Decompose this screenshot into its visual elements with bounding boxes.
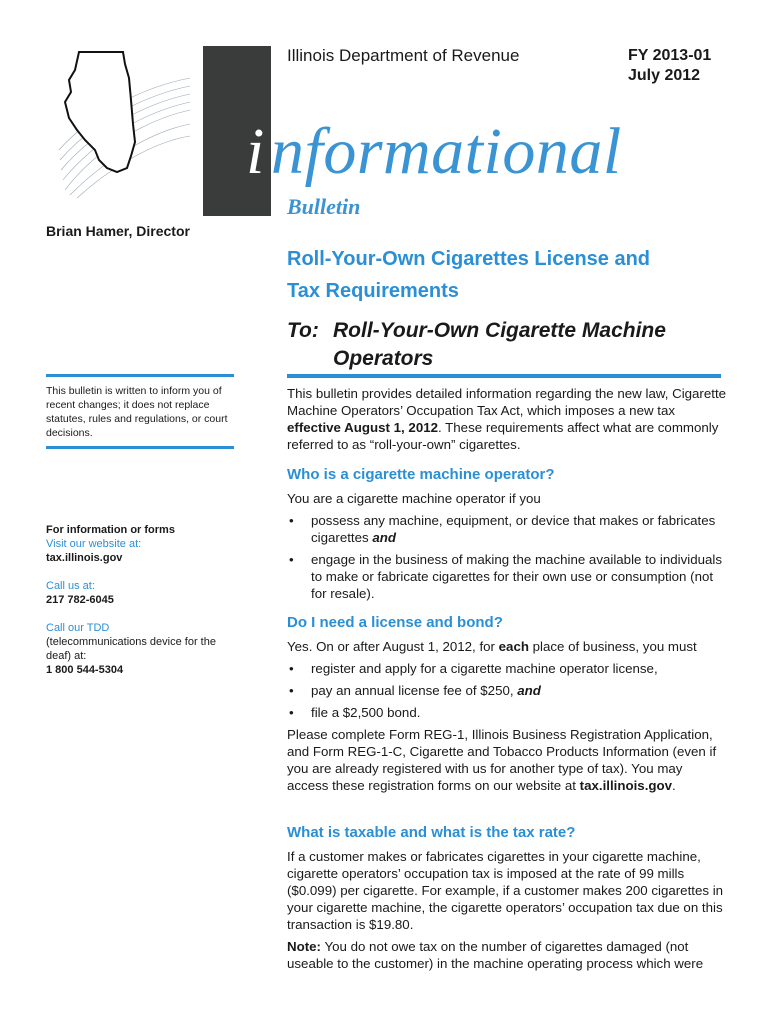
license-lead: Yes. On or after August 1, 2012, for each place of business, you must — [287, 639, 697, 654]
title-line-2: Tax Requirements — [287, 280, 459, 302]
info-heading: For information or forms — [46, 524, 175, 536]
list-item: • engage in the business of making the machine available to individuals to make or fabricate cigarettes for their own use or consumption (not for resale). — [287, 551, 727, 602]
title-line-1: Roll-Your-Own Cigarettes License and — [287, 248, 651, 270]
main-divider — [287, 374, 721, 378]
list-item: • register and apply for a cigarette machine operator license, — [287, 660, 727, 677]
operator-lead: You are a cigarette machine operator if you — [287, 491, 541, 506]
disclaimer-note: This bulletin is written to inform you of recent changes; it does not replace statutes, rules and regulations, or court decisions. — [46, 385, 228, 439]
phone-number: 217 782-6045 — [46, 594, 114, 606]
masthead-letter-i: i — [246, 115, 265, 188]
bulletin-number: FY 2013-01 — [628, 47, 712, 64]
masthead-bulletin: Bulletin — [287, 194, 361, 219]
tax-rate-paragraph: If a customer makes or fabricates cigarettes in your cigarette machine, cigarette operators’ occupation tax is imposed at the rate of 99 mills ($0.099) per cigarette. For example, if a customer makes 200 cigarettes in your cigarette machine, the cigarette operators’ occupation tax due on this transaction is $19.80. — [287, 849, 724, 932]
website-label: Visit our website at: — [46, 538, 142, 550]
section-heading-license: Do I need a license and bond? — [287, 614, 503, 631]
section-license-body — [287, 638, 727, 794]
list-item: • possess any machine, equipment, or device that makes or fabricates cigarettes and — [287, 512, 727, 546]
section-tax-rate-body — [287, 848, 727, 972]
director-name: Brian Hamer, Director — [46, 223, 190, 239]
bulletin-date: July 2012 — [628, 67, 701, 84]
department-name: Illinois Department of Revenue — [287, 46, 520, 65]
contact-info — [46, 523, 236, 677]
call-label: Call us at: — [46, 580, 95, 592]
list-item: • file a $2,500 bond. — [287, 704, 727, 721]
audience-line-2: Operators — [333, 347, 434, 370]
audience-line — [287, 317, 666, 373]
to-label: To: — [287, 319, 319, 342]
section-heading-tax-rate: What is taxable and what is the tax rate? — [287, 824, 576, 841]
list-item: • pay an annual license fee of $250, and — [287, 682, 727, 699]
bulletin-number-date — [628, 46, 711, 86]
tdd-phone-number: 1 800 544-5304 — [46, 664, 124, 676]
website-reference: tax.illinois.gov — [579, 778, 673, 793]
audience-line-1: Roll-Your-Own Cigarette Machine — [333, 319, 666, 342]
section-heading-operator: Who is a cigarette machine operator? — [287, 466, 555, 483]
tax-note: Note: You do not owe tax on the number of cigarettes damaged (not useable to the customer) in the machine operating process which were — [287, 939, 704, 971]
masthead-informational: nformational — [271, 115, 622, 188]
intro-paragraph: This bulletin provides detailed information regarding the new law, Cigarette Machine Operators’ Occupation Tax Act, which imposes a new tax effective August 1, 2012. These requirements affect what are commonly referred to as “roll-your-own” cigarettes. — [287, 386, 727, 452]
illinois-state-logo — [55, 40, 195, 200]
effective-date: effective August 1, 2012 — [287, 420, 439, 435]
section-operator-body — [287, 490, 727, 602]
registration-paragraph: Please complete Form REG-1, Illinois Business Registration Application, and Form REG-1-C, Cigarette and Tobacco Products Information (even if you are already registered with us for another type of tax). You may access these registration forms on our website at tax.illinois.gov. — [287, 727, 717, 793]
tdd-label: Call our TDD — [46, 622, 110, 634]
sidebar-divider-top — [46, 374, 234, 377]
website-link[interactable]: tax.illinois.gov — [46, 552, 123, 564]
sidebar-divider-bottom — [46, 446, 234, 449]
tdd-description: (telecommunications device for the deaf) at: — [46, 636, 216, 662]
document-title — [287, 243, 727, 307]
